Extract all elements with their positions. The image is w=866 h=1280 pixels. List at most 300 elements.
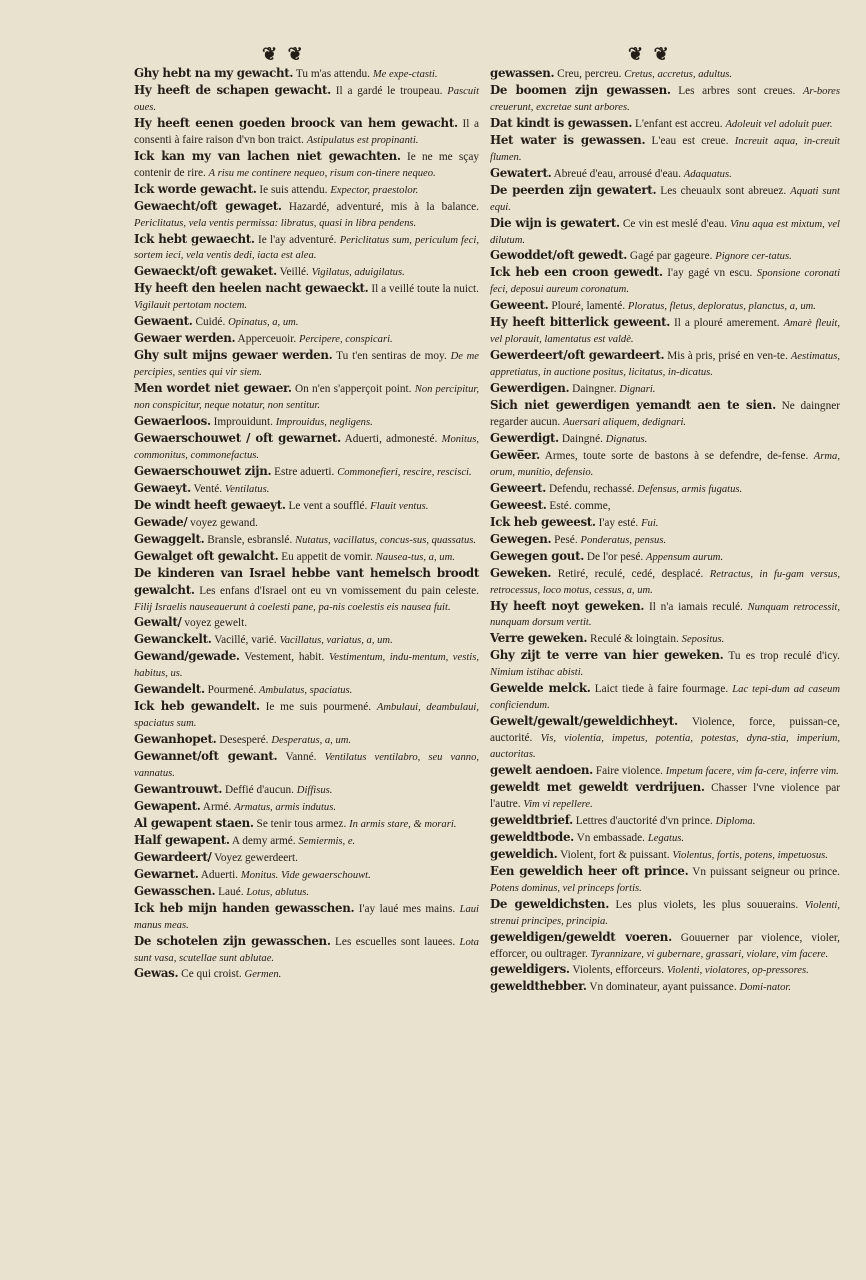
entry-french: Ie suis attendu. [259, 183, 328, 196]
entry-french: Voyez gewerdeert. [214, 851, 299, 864]
dictionary-entry [134, 649, 479, 682]
entry-headword: Gewapent. [134, 798, 201, 813]
dictionary-entry [134, 414, 479, 431]
entry-headword: Hy heeft eenen goeden broock van hem gewacht. [134, 115, 458, 130]
dictionary-entry [134, 381, 479, 414]
entry-headword: Gewoddet/oft gewedt. [490, 248, 628, 263]
entry-headword: Sich niet gewerdigen yemandt aen te sien. [490, 398, 776, 413]
entry-french: Esté. comme, [549, 499, 611, 512]
entry-headword: De peerden zijn gewatert. [490, 182, 657, 197]
entry-latin: Nutatus, vacillatus, concus-sus, quassatus. [295, 534, 477, 546]
dictionary-entry [134, 566, 479, 616]
dictionary-entry [134, 464, 479, 481]
entry-headword: Ick worde gewacht. [134, 181, 257, 196]
dictionary-entry [490, 481, 840, 498]
dictionary-entry [490, 830, 840, 847]
entry-headword: geweldthebber. [490, 979, 587, 994]
entry-headword: Gewaeckt/oft gewaket. [134, 264, 277, 279]
entry-french: Ie ne me sçay contenir de rire. [134, 150, 479, 179]
dictionary-entry [134, 149, 479, 182]
entry-headword: Gewade/ [134, 514, 188, 529]
entry-latin: Arma, orum, munitio, defensio. [490, 450, 840, 478]
entry-latin: Violenti, strenui principes, principia. [490, 899, 840, 927]
dictionary-entry [490, 897, 840, 930]
entry-latin: Sepositus. [681, 634, 725, 646]
entry-french: Ie l'ay adventuré. [257, 233, 337, 246]
entry-french: Les cheuaulx sont abreuez. [660, 184, 787, 197]
entry-latin: Legatus. [647, 832, 685, 844]
entry-headword: Gewantrouwt. [134, 781, 223, 796]
entry-latin: Nimium istihac abisti. [490, 667, 584, 679]
entry-french: Daingner. [572, 383, 617, 396]
entry-headword: Hy heeft noyt geweken. [490, 598, 645, 613]
entry-latin: Lotus, ablutus. [246, 886, 310, 898]
entry-headword: Hy heeft de schapen gewacht. [134, 82, 331, 97]
entry-latin: Periclitatus, vela ventis permissa: libratus, quasi in libra pendens. [134, 217, 417, 229]
entry-french: Vn embassade. [576, 831, 645, 844]
entry-french: Violents, efforceurs. [572, 964, 665, 977]
dictionary-entry [490, 962, 840, 979]
dictionary-entry [490, 183, 840, 216]
entry-headword: Ick heb een croon gewedt. [490, 265, 663, 280]
entry-latin: Percipere, conspicari. [299, 334, 393, 346]
entry-french: Les escuelles sont lauees. [335, 935, 456, 948]
entry-french: Cuidé. [195, 316, 226, 329]
entry-headword: Ick heb geweest. [490, 514, 596, 529]
dictionary-entry [134, 816, 479, 833]
entry-french: A demy armé. [231, 834, 296, 847]
entry-latin: Aestimatus, appretiatus, in auctione positus, licitatus, in-dicatus. [490, 351, 840, 379]
entry-french: Se tenir tous armez. [256, 817, 347, 830]
entry-french: Retiré, reculé, cedé, desplacé. [557, 567, 704, 580]
entry-headword: Gewasschen. [134, 883, 216, 898]
dictionary-entry [490, 763, 840, 780]
entry-latin: Violenti, violatores, op-pressores. [666, 965, 809, 977]
entry-french: Hazardé, adventuré, mis à la balance. [288, 200, 479, 213]
dictionary-entry [490, 116, 840, 133]
dictionary-entry [490, 979, 840, 996]
entry-headword: Gewaerloos. [134, 414, 211, 429]
entry-headword: Gewas. [134, 966, 179, 981]
entry-headword: Ghy zijt te verre van hier geweken. [490, 648, 724, 663]
dictionary-entry [134, 116, 479, 149]
entry-french: Apperceuoir. [237, 333, 297, 346]
entry-headword: De windt heeft gewaeyt. [134, 497, 286, 512]
entry-french: Il a gardé le troupeau. [335, 84, 443, 97]
entry-french: Le vent a soufflé. [288, 499, 368, 512]
dictionary-entry [490, 714, 840, 763]
dictionary-entry [490, 381, 840, 398]
entry-headword: Gewannet/oft gewant. [134, 749, 278, 764]
entry-latin: Lota sunt vasa, scutellae sunt ablutae. [134, 936, 479, 964]
entry-headword: Gewerdigen. [490, 381, 570, 396]
entry-french: Ie me suis pourmené. [265, 701, 372, 714]
entry-latin: Adaquatus. [683, 168, 732, 180]
entry-headword: De kinderen van Israel hebbe vant hemelsch broodt gewalcht. [134, 565, 479, 597]
entry-french: Il a consenti à faire raison d'vn bon traict. [134, 117, 479, 146]
left-ornament: ❦ ❦ [262, 44, 306, 64]
entry-latin: Ploratus, fletus, deploratus, planctus, a, um. [627, 301, 816, 313]
dictionary-entry [134, 632, 479, 649]
entry-headword: Gewaecht/oft gewaget. [134, 198, 282, 213]
entry-french: Pesé. [554, 533, 578, 546]
dictionary-entry [134, 199, 479, 232]
dictionary-entry [490, 515, 840, 532]
entry-french: Gouuerner par violence, violer, efforcer, ou oultrager. [490, 931, 840, 960]
entry-latin: Appensum aurum. [646, 551, 724, 563]
dictionary-entry [490, 566, 840, 599]
entry-headword: geweldtbrief. [490, 812, 573, 827]
entry-french: I'ay laué mes mains. [358, 902, 456, 915]
entry-latin: Semiermis, e. [298, 835, 356, 847]
entry-headword: Die wijn is gewatert. [490, 215, 620, 230]
entry-headword: Gewaeyt. [134, 480, 191, 495]
dictionary-entry [134, 699, 479, 732]
entry-latin: Me expe-ctasti. [372, 69, 438, 80]
dictionary-entry [490, 216, 840, 249]
entry-french: Violent, fort & puissant. [560, 848, 670, 861]
entry-latin: In armis stare, & morari. [349, 818, 457, 830]
entry-latin: Filij Israelis nauseauerunt à coelesti pane, pa-nis coelestis eis nausea fuit. [134, 601, 451, 613]
dictionary-entry [490, 248, 840, 265]
entry-latin: Violentus, fortis, potens, impetuosus. [672, 849, 828, 861]
entry-latin: Dignari. [619, 384, 656, 396]
entry-french: Vacillé, varié. [214, 634, 277, 647]
entry-latin: Ventilatus. [224, 483, 270, 495]
dictionary-entry [490, 315, 840, 348]
entry-french: L'eau est creue. [651, 134, 729, 147]
entry-french: Mis à pris, prisé en ven-te. [667, 350, 788, 363]
entry-french: Estre aduerti. [274, 465, 335, 478]
right-ornament: ❦ ❦ [628, 44, 672, 64]
entry-french: Tu m'as attendu. [295, 68, 370, 80]
entry-latin: Vigilatus, aduigilatus. [311, 267, 405, 279]
dictionary-entry [134, 532, 479, 549]
entry-headword: Ghy sult mijns gewaer werden. [134, 348, 333, 363]
entry-headword: Gewerdeert/oft gewardeert. [490, 348, 665, 363]
entry-headword: Gewaggelt. [134, 531, 205, 546]
entry-latin: Ar-bores creuerunt, excretae sunt arbores. [490, 85, 841, 113]
entry-latin: Vigilauit pertotam noctem. [134, 300, 248, 312]
dictionary-entry [490, 133, 840, 166]
entry-headword: Gewandelt. [134, 682, 205, 697]
entry-latin: Vis, violentia, impetus, potentia, potestas, dyna-stia, imperium, auctoritas. [490, 733, 840, 761]
entry-french: Il n'a iamais reculé. [649, 600, 743, 613]
dictionary-entry [490, 532, 840, 549]
entry-french: Improuidunt. [213, 416, 273, 429]
entry-french: Les enfans d'Israel ont eu vn vomissement du pain celeste. [199, 584, 479, 597]
entry-headword: Gewelt/gewalt/geweldichheyt. [490, 714, 678, 729]
entry-headword: Gewegen. [490, 531, 552, 546]
dictionary-entry [490, 265, 840, 298]
dictionary-entry [134, 884, 479, 901]
entry-latin: Diploma. [715, 815, 756, 827]
entry-french: I'ay gagé vn escu. [667, 267, 753, 280]
entry-latin: Tyrannizare, vi gubernare, grassari, violare, vim facere. [590, 948, 829, 960]
dictionary-entry [134, 83, 479, 116]
entry-latin: Sponsione coronati feci, deposui aureum coronatum. [490, 268, 841, 296]
entry-headword: Gewalget oft gewalcht. [134, 548, 279, 563]
entry-headword: Gewand/gewade. [134, 649, 240, 664]
entry-headword: geweldich. [490, 846, 558, 861]
entry-latin: Vestimentum, indu-mentum, vestis, habitus, us. [134, 652, 479, 680]
entry-french: Pourmené. [207, 684, 257, 697]
entry-french: Laict tiede à faire fourmage. [594, 683, 729, 696]
entry-headword: Ick hebt gewaecht. [134, 231, 255, 246]
dictionary-entry [134, 431, 479, 464]
dictionary-entry [490, 398, 840, 431]
entry-french: Les plus violets, les plus souuerains. [615, 898, 799, 911]
entry-french: Armes, toute sorte de bastons à se defendre, de-fense. [544, 449, 809, 462]
entry-french: voyez gewelt. [184, 617, 248, 630]
dictionary-entry [490, 599, 840, 632]
entry-french: Plouré, lamenté. [551, 300, 626, 313]
dictionary-entry [490, 813, 840, 830]
dictionary-entry [134, 850, 479, 867]
entry-headword: Gewardeert/ [134, 849, 212, 864]
dictionary-entry [490, 498, 840, 515]
entry-headword: geweldt met geweldt verdrijuen. [490, 779, 705, 794]
left-column [134, 66, 479, 983]
dictionary-entry [490, 864, 840, 897]
entry-latin: De me percipies, senties qui vir siem. [134, 351, 479, 379]
entry-latin: Fui. [641, 517, 659, 529]
entry-french: Deffié d'aucun. [225, 783, 294, 796]
dictionary-entry [134, 615, 479, 632]
entry-french: Vn dominateur, ayant puissance. [589, 981, 737, 994]
entry-french: Eu appetit de vomir. [281, 550, 373, 563]
entry-french: Vanné. [285, 751, 317, 764]
entry-latin: Domi-nator. [739, 982, 791, 994]
entry-headword: gewelt aendoen. [490, 763, 593, 778]
entry-french: Aduerti, admonesté. [344, 432, 438, 445]
entry-latin: Expector, praestolor. [330, 184, 419, 196]
entry-french: voyez gewand. [190, 516, 258, 529]
entry-latin: Periclitatus sum, periculum feci, sortem ieci, vela ventis dedi, iacta est alea. [134, 234, 479, 262]
entry-latin: Dignatus. [605, 433, 648, 445]
entry-french: Il a veillé toute la nuict. [371, 283, 479, 296]
entry-french: Vestement, habit. [244, 651, 325, 664]
entry-headword: Gewaerschouwet zijn. [134, 463, 272, 478]
entry-headword: Gewanhopet. [134, 732, 217, 747]
entry-latin: Non percipitur, non conspicitur, neque notatur, non sentitur. [134, 384, 479, 412]
dictionary-entry [134, 314, 479, 331]
entry-headword: Dat kindt is gewassen. [490, 115, 633, 130]
entry-headword: Hy heeft den heelen nacht gewaeckt. [134, 281, 369, 296]
dictionary-entry [490, 166, 840, 183]
entry-latin: Monitus. Vide gewaerschouwt. [240, 869, 371, 881]
entry-latin: Retractus, in fu-gam versus, retrocessus, loco motus, cessus, a, um. [490, 568, 840, 596]
dictionary-entry [134, 549, 479, 566]
entry-latin: Potens dominus, vel princeps fortis. [490, 882, 642, 894]
entry-headword: Een geweldich heer oft prince. [490, 863, 689, 878]
entry-headword: De schotelen zijn gewasschen. [134, 933, 331, 948]
dictionary-entry [134, 934, 479, 967]
dictionary-entry [134, 281, 479, 314]
entry-french: Vn puissant seigneur ou prince. [692, 865, 840, 878]
entry-headword: Gewelde melck. [490, 681, 591, 696]
entry-headword: Al gewapent staen. [134, 815, 254, 830]
entry-latin: Lac tepi-dum ad caseum conficiendum. [490, 684, 841, 712]
entry-french: Gagé par gageure. [629, 250, 713, 263]
entry-headword: Verre geweken. [490, 631, 588, 646]
entry-french: L'enfant est accreu. [634, 117, 723, 130]
entry-french: Violence, force, puissan-ce, auctorité. [490, 716, 840, 745]
entry-french: Aduerti. [200, 868, 239, 881]
entry-headword: De boomen zijn gewassen. [490, 82, 671, 97]
entry-latin: Vim vi repellere. [523, 798, 593, 810]
dictionary-entry [134, 749, 479, 782]
entry-headword: Gewarnet. [134, 866, 199, 881]
entry-headword: gewassen. [490, 66, 555, 80]
dictionary-entry [490, 549, 840, 566]
entry-french: Ne daingner regarder aucun. [490, 400, 840, 429]
entry-latin: Ponderatus, pensus. [580, 534, 667, 546]
entry-latin: Pascuit oues. [134, 85, 480, 113]
entry-headword: Gewe̅er. [490, 447, 540, 462]
dictionary-entry [134, 182, 479, 199]
dictionary-entry [490, 298, 840, 315]
entry-french: Desesperé. [219, 734, 269, 747]
entry-latin: Vacillatus, variatus, a, um. [279, 635, 393, 647]
dictionary-entry [134, 732, 479, 749]
entry-headword: Geweent. [490, 298, 549, 313]
dictionary-entry [490, 83, 840, 116]
dictionary-entry [490, 648, 840, 681]
entry-headword: geweldtbode. [490, 829, 574, 844]
dictionary-entry [134, 66, 479, 83]
entry-headword: geweldigers. [490, 962, 570, 977]
entry-headword: Geweert. [490, 480, 547, 495]
entry-latin: Adoleuit vel adoluit puer. [725, 118, 833, 130]
entry-latin: Cretus, accretus, adultus. [624, 69, 733, 80]
dictionary-entry [134, 232, 479, 265]
entry-french: Bransle, esbranslé. [207, 533, 293, 546]
entry-latin: Commonefieri, rescire, rescisci. [337, 466, 472, 478]
dictionary-entry [134, 867, 479, 884]
entry-latin: Improuidus, negligens. [275, 417, 373, 429]
entry-latin: Vinu aqua est mixtum, vel dilutum. [490, 218, 840, 246]
entry-french: Abreué d'eau, arrousé d'eau. [553, 167, 681, 180]
dictionary-entry [490, 66, 840, 83]
entry-latin: Armatus, armis indutus. [234, 801, 336, 813]
entry-latin: Pignore cer-tatus. [715, 251, 792, 263]
dictionary-entry [490, 847, 840, 864]
entry-french: Defendu, rechassé. [548, 482, 635, 495]
dictionary-entry [134, 515, 479, 532]
entry-latin: Diffisus. [296, 784, 333, 796]
entry-headword: Ghy hebt na my gewacht. [134, 66, 294, 80]
entry-french: Ce vin est meslé d'eau. [622, 217, 728, 230]
entry-latin: Opinatus, a, um. [228, 317, 299, 329]
entry-headword: Gewerdigt. [490, 430, 559, 445]
entry-headword: Men wordet niet gewaer. [134, 381, 292, 396]
entry-headword: Half gewapent. [134, 832, 230, 847]
entry-latin: Flauit ventus. [370, 500, 429, 512]
entry-latin: Increuit aqua, in-creuit flumen. [490, 135, 840, 163]
entry-headword: Geweest. [490, 497, 547, 512]
entry-latin: A risu me continere nequeo, risum con-tinere nequeo. [208, 167, 436, 179]
entry-latin: Amarè fleuit, vel plorauit, lamentatus est valdè. [490, 318, 840, 346]
entry-headword: Ick kan my van lachen niet gewachten. [134, 148, 401, 163]
entry-headword: Gewalt/ [134, 615, 182, 630]
entry-headword: Gewaer werden. [134, 331, 236, 346]
dictionary-entry [134, 901, 479, 934]
dictionary-entry [134, 782, 479, 799]
entry-latin: Aquati sunt equi. [490, 185, 841, 213]
entry-latin: Defensus, armis fugatus. [637, 483, 743, 495]
dictionary-entry [490, 348, 840, 381]
entry-latin: Impetum facere, vim fa-cere, inferre vim. [665, 766, 839, 778]
entry-french: Veillé. [279, 266, 309, 279]
entry-french: Tu t'en sentiras de moy. [336, 350, 447, 363]
entry-french: Les arbres sont creues. [678, 84, 796, 97]
entry-french: Venté. [193, 482, 223, 495]
entry-french: Reculé & loingtain. [590, 633, 679, 646]
dictionary-entry [134, 498, 479, 515]
entry-headword: Hy heeft bitterlick geweent. [490, 315, 671, 330]
dictionary-entry [490, 780, 840, 813]
right-column [490, 66, 840, 996]
entry-headword: Het water is gewassen. [490, 132, 646, 147]
entry-french: Armé. [202, 800, 232, 813]
entry-french: Tu es trop reculé d'icy. [728, 650, 840, 663]
entry-headword: Gewegen gout. [490, 548, 585, 563]
entry-headword: Gewanckelt. [134, 632, 212, 647]
entry-french: Il a plouré amerement. [674, 317, 780, 330]
dictionary-entry [490, 681, 840, 714]
dictionary-entry [490, 448, 840, 481]
dictionary-entry [134, 264, 479, 281]
dictionary-entry [134, 481, 479, 498]
entry-headword: Gewaerschouwet / oft gewarnet. [134, 430, 341, 445]
entry-latin: Ventilatus ventilabro, seu vanno, vannatus. [134, 752, 480, 780]
entry-headword: Gewaent. [134, 314, 193, 329]
entry-french: Lettres d'auctorité d'vn prince. [575, 814, 713, 827]
entry-latin: Monitus, commonitus, commonefactus. [134, 433, 479, 461]
dictionary-entry [490, 431, 840, 448]
entry-french: Faire violence. [595, 765, 663, 778]
dictionary-entry [134, 348, 479, 381]
dictionary-entry [490, 631, 840, 648]
dictionary-entry [134, 331, 479, 348]
dictionary-entry [490, 930, 840, 963]
entry-latin: Nausea-tus, a, um. [375, 551, 455, 563]
dictionary-entry [134, 682, 479, 699]
entry-latin: Germen. [244, 969, 282, 981]
entry-headword: Gewatert. [490, 165, 552, 180]
entry-headword: geweldigen/geweldt voeren. [490, 929, 672, 944]
entry-headword: Ick heb mijn handen gewasschen. [134, 900, 355, 915]
entry-french: Laué. [218, 885, 244, 898]
entry-latin: Astipulatus est propinanti. [306, 134, 419, 146]
entry-french: I'ay esté. [598, 516, 639, 529]
entry-latin: Laui manus meas. [134, 903, 479, 931]
entry-french: On n'en s'apperçoit point. [294, 383, 412, 396]
dictionary-entry [134, 799, 479, 816]
entry-french: Creu, percreu. [557, 68, 622, 80]
entry-french: Ce qui croist. [181, 968, 242, 981]
entry-french: De l'or pesé. [586, 550, 644, 563]
entry-french: Chasser l'vne violence par l'autre. [490, 781, 841, 810]
dictionary-entry [134, 966, 479, 983]
entry-french: Daingné. [561, 432, 603, 445]
dictionary-entry [134, 833, 479, 850]
entry-latin: Ambulaui, deambulaui, spaciatus sum. [134, 702, 480, 730]
entry-headword: De geweldichsten. [490, 896, 610, 911]
entry-headword: Geweken. [490, 565, 552, 580]
entry-latin: Ambulatus, spaciatus. [259, 685, 353, 697]
